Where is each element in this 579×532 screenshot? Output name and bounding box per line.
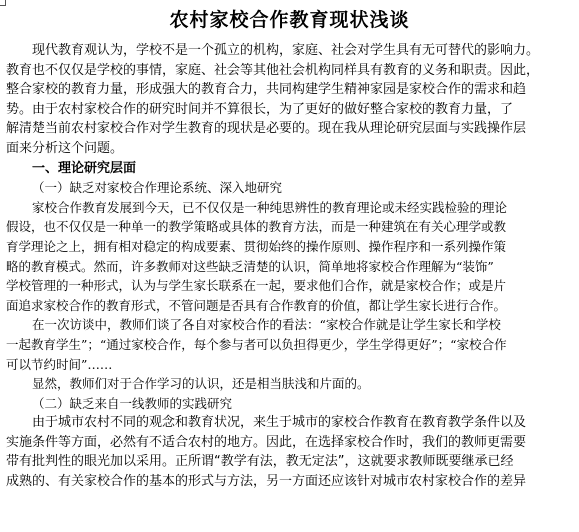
document-body: [6, 41, 572, 492]
paragraph-line: 面追求家校合作的教育形式，不管问题是否具有合作教育的价值，都让学生家长进行合作。: [6, 297, 507, 313]
paragraph-line: 教育也不仅仅是学校的事情，家庭、社会等其他社会机构同样具有教育的义务和职责。因此，: [6, 62, 540, 78]
paragraph-line: 学校管理的一种形式，认为与学生家长联系在一起，要求他们合作，就是家校合作；或是片: [6, 278, 507, 294]
document-title: 农村家校合作教育现状浅谈: [169, 9, 410, 31]
paragraph-line: 带有批判性的眼光加以采用。正所谓“教学有法，教无定法”，这就要求教师既要继承已经: [6, 454, 514, 470]
paragraph-line: 略的教育模式。然而，许多教师对这些缺乏清楚的认识，简单地将家校合作理解为“装饰”: [6, 258, 494, 274]
paragraph-line: 假设，也不仅仅是一种单一的教学策略或具体的教育方法，而是一种建筑在有关心理学或教: [6, 219, 507, 235]
paragraph-line: 面来分析这个问题。: [6, 140, 124, 156]
paragraph-line: 解清楚当前农村家校合作对学生教育的现状是必要的。现在我从理论研究层面与实践操作层: [6, 121, 527, 137]
paragraph-line: 实施条件等方面，必然有不适合农村的地方。因此，在选择家校合作时，我们的教师更需要: [6, 434, 527, 450]
section-heading: 一、理论研究层面: [32, 160, 137, 176]
subsection-heading: （一）缺乏对家校合作理论系统、深入地研究: [32, 180, 283, 196]
paragraph-line: 由于城市农村不同的观念和教育状况，来生于城市的家校合作教育在教育教学条件以及: [32, 415, 527, 431]
paragraph-line: 现代教育观认为，学校不是一个孤立的机构，家庭、社会对学生具有无可替代的影响力。: [32, 43, 540, 58]
paragraph-line: 整合家校的教育力量，形成强大的教育合力，共同构建学生精神家园是家校合作的需求和趋: [6, 82, 527, 98]
paragraph-line: 可以节约时间”……: [6, 356, 113, 372]
page-corner-marker: [0, 0, 6, 6]
paragraph-line: 育学理论之上，拥有相对稳定的构成要素、贯彻始终的操作原则、操作程序和一系列操作策: [6, 238, 507, 254]
paragraph-line: 显然，教师们对于合作学习的认识，还是相当肤浅和片面的。: [32, 376, 370, 392]
paragraph-line: 家校合作教育发展到今天，已不仅仅是一种纯思辨性的教育理论或未经实践检验的理论: [32, 199, 508, 215]
paragraph-line: 一起教育学生”；“通过家校合作，每个参与者可以负担得更少，学生学得更好”；“家校合作: [6, 336, 507, 352]
paragraph-line: 成熟的、有关家校合作的基本的形式与方法，另一方面还应该针对城市农村家校合作的差异: [6, 474, 527, 490]
paragraph-line: 在一次访谈中，教师们谈了各自对家校合作的看法：“家校合作就是让学生家长和学校: [32, 317, 501, 333]
paragraph-line: 势。由于农村家校合作的研究时间并不算很长，为了更好的做好整合家校的教育力量，了: [6, 101, 514, 117]
subsection-heading: （二）缺乏来自一线教师的实践研究: [32, 395, 233, 411]
